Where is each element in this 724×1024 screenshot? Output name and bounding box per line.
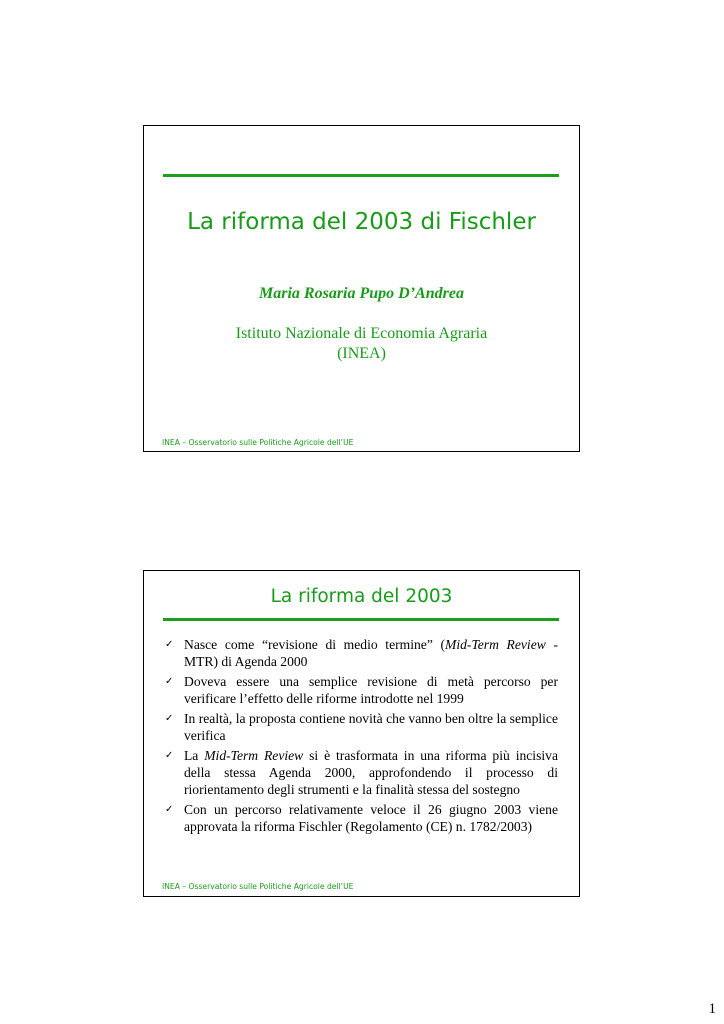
institute-line-1: Istituto Nazionale di Economia Agraria: [235, 325, 488, 342]
page-number: 1: [708, 1001, 716, 1017]
check-icon: ✓: [165, 804, 174, 815]
check-icon: ✓: [165, 639, 174, 650]
slide-2: [143, 570, 580, 897]
bullet-item: ✓ La Mid-Term Review si è trasformata in una riforma più incisiva della stessa Agenda 2000, approfondendo il processo di riorientamento degli strumenti e la finalità stessa del sostegno: [165, 748, 558, 797]
slide-footer: INEA – Osservatorio sulle Politiche Agricole dell’UE: [162, 438, 354, 447]
check-icon: ✓: [165, 676, 174, 687]
bullet-list: [165, 636, 558, 838]
institute-line-2: (INEA): [337, 345, 386, 362]
slide-footer: INEA – Osservatorio sulle Politiche Agricole dell’UE: [162, 882, 354, 891]
bullet-item: ✓ Nasce come “revisione di medio termine” (Mid-Term Review - MTR) di Agenda 2000: [165, 637, 558, 669]
check-icon: ✓: [165, 713, 174, 724]
slide-title: La riforma del 2003: [270, 586, 453, 607]
slide-title: La riforma del 2003 di Fischler: [187, 209, 536, 235]
bullet-item: ✓ Con un percorso relativamente veloce il 26 giugno 2003 viene approvata la riforma Fischler (Regolamento (CE) n. 1782/2003): [165, 802, 558, 834]
check-icon: ✓: [165, 750, 174, 761]
author-name: Maria Rosaria Pupo D’Andrea: [259, 285, 464, 302]
bullet-item: ✓ Doveva essere una semplice revisione di metà percorso per verificare l’effetto delle riforme introdotte nel 1999: [165, 674, 558, 706]
bullet-item: ✓ In realtà, la proposta contiene novità che vanno ben oltre la semplice verifica: [165, 711, 558, 743]
institute-name: [144, 324, 579, 364]
slide-1: [143, 125, 580, 452]
title-divider: [163, 174, 559, 177]
title-divider: [163, 618, 559, 621]
